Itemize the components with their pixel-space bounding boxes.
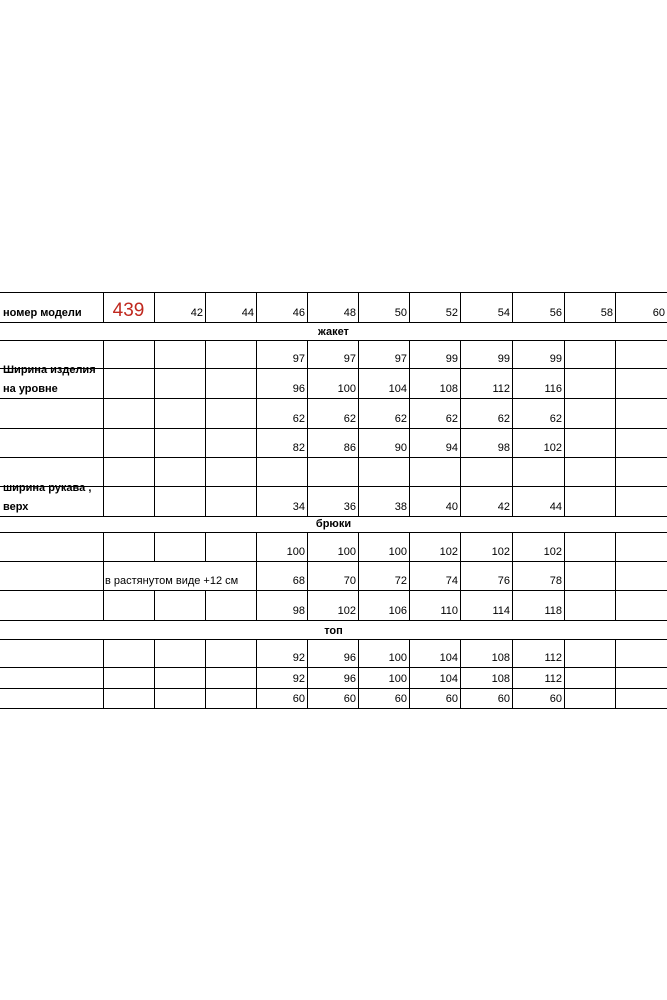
table-cell: 112	[492, 383, 510, 395]
grid-line	[307, 590, 308, 620]
table-cell: 62	[497, 413, 510, 425]
grid-line	[512, 590, 513, 620]
grid-line	[256, 368, 257, 398]
table-cell: 90	[394, 442, 407, 454]
row-label	[0, 667, 103, 688]
grid-line	[615, 368, 616, 398]
grid-line	[103, 532, 104, 561]
grid-line	[307, 688, 308, 708]
grid-line	[0, 292, 667, 293]
grid-line	[154, 428, 155, 457]
grid-line	[409, 340, 410, 368]
table-cell: 62	[549, 413, 562, 425]
grid-line	[409, 561, 410, 590]
table-cell: 76	[497, 575, 510, 587]
grid-line	[409, 639, 410, 667]
table-cell: 62	[394, 413, 407, 425]
grid-line	[512, 368, 513, 398]
grid-line	[615, 532, 616, 561]
table-cell: 112	[544, 673, 562, 685]
grid-line	[358, 428, 359, 457]
grid-line	[103, 292, 104, 322]
table-cell: 100	[337, 546, 356, 558]
grid-line	[307, 486, 308, 516]
table-cell: 62	[343, 413, 356, 425]
grid-line	[409, 486, 410, 516]
grid-line	[307, 667, 308, 688]
grid-line	[358, 368, 359, 398]
table-cell: 60	[497, 693, 510, 705]
grid-line	[358, 667, 359, 688]
grid-line	[154, 398, 155, 428]
grid-line	[256, 561, 257, 590]
size-header-54: 54	[497, 307, 510, 319]
grid-line	[205, 532, 206, 561]
table-cell: 42	[497, 501, 510, 513]
grid-line	[460, 292, 461, 322]
grid-line	[358, 340, 359, 368]
table-cell: 102	[543, 442, 562, 454]
size-header-50: 50	[394, 307, 407, 319]
row-label	[0, 482, 103, 516]
row-note: в растянутом виде +12 см	[105, 575, 239, 587]
grid-line	[154, 340, 155, 368]
table-cell: 94	[445, 442, 458, 454]
table-cell: 102	[543, 546, 562, 558]
grid-line	[615, 639, 616, 667]
grid-line	[205, 340, 206, 368]
row-label	[0, 398, 103, 428]
grid-line	[154, 486, 155, 516]
grid-line	[358, 561, 359, 590]
table-cell: 102	[439, 546, 458, 558]
grid-line	[615, 428, 616, 457]
grid-line	[307, 340, 308, 368]
grid-line	[564, 457, 565, 486]
grid-line	[564, 561, 565, 590]
table-cell: 96	[343, 652, 356, 664]
grid-line	[205, 639, 206, 667]
grid-line	[154, 292, 155, 322]
table-cell: 74	[445, 575, 458, 587]
table-cell: 92	[292, 652, 305, 664]
grid-line	[103, 428, 104, 457]
grid-line	[564, 340, 565, 368]
table-cell: 70	[343, 575, 356, 587]
grid-line	[512, 486, 513, 516]
grid-line	[154, 532, 155, 561]
grid-line	[409, 532, 410, 561]
size-header-60: 60	[652, 307, 665, 319]
grid-line	[460, 561, 461, 590]
table-cell: 108	[491, 652, 510, 664]
grid-line	[512, 667, 513, 688]
grid-line	[512, 639, 513, 667]
table-cell: 99	[497, 353, 510, 365]
row-label	[0, 688, 103, 708]
table-cell: 98	[292, 605, 305, 617]
grid-line	[256, 639, 257, 667]
grid-line	[205, 428, 206, 457]
table-cell: 44	[549, 501, 562, 513]
table-cell: 82	[292, 442, 305, 454]
grid-line	[564, 639, 565, 667]
grid-line	[409, 667, 410, 688]
grid-line	[460, 667, 461, 688]
row-label	[0, 561, 103, 590]
section-title: топ	[324, 625, 343, 637]
table-cell: 34	[292, 501, 305, 513]
table-cell: 100	[286, 546, 305, 558]
grid-line	[256, 428, 257, 457]
table-cell: 98	[497, 442, 510, 454]
grid-line	[256, 688, 257, 708]
grid-line	[512, 561, 513, 590]
grid-line	[103, 340, 104, 368]
grid-line	[564, 428, 565, 457]
table-cell: 60	[292, 693, 305, 705]
grid-line	[460, 398, 461, 428]
grid-line	[358, 398, 359, 428]
grid-line	[358, 486, 359, 516]
grid-line	[512, 688, 513, 708]
grid-line	[256, 292, 257, 322]
model-number-value: 439	[112, 300, 145, 321]
section-title: брюки	[315, 518, 352, 530]
grid-line	[307, 639, 308, 667]
size-header-44: 44	[241, 307, 254, 319]
grid-line	[0, 708, 667, 709]
table-cell: 100	[388, 673, 407, 685]
table-cell: 72	[394, 575, 407, 587]
row-label	[0, 364, 103, 398]
table-cell: 100	[388, 652, 407, 664]
grid-line	[460, 368, 461, 398]
table-cell: 62	[445, 413, 458, 425]
grid-line	[460, 428, 461, 457]
grid-line	[205, 688, 206, 708]
size-header-48: 48	[343, 307, 356, 319]
grid-line	[103, 561, 104, 590]
section-title: жакет	[318, 326, 349, 338]
model-number-label: номер модели	[3, 307, 82, 319]
table-cell: 99	[445, 353, 458, 365]
grid-line	[460, 688, 461, 708]
table-cell: 36	[343, 501, 356, 513]
table-cell: 110	[440, 605, 458, 617]
grid-line	[205, 292, 206, 322]
grid-line	[460, 590, 461, 620]
grid-line	[564, 688, 565, 708]
size-header-52: 52	[445, 307, 458, 319]
grid-line	[307, 561, 308, 590]
grid-line	[512, 428, 513, 457]
grid-line	[512, 340, 513, 368]
row-label-line: верх	[3, 501, 29, 513]
row-label	[0, 639, 103, 667]
grid-line	[307, 368, 308, 398]
table-cell: 104	[388, 383, 407, 395]
row-label	[0, 532, 103, 561]
grid-line	[103, 368, 104, 398]
grid-line	[256, 398, 257, 428]
table-cell: 104	[439, 673, 458, 685]
grid-line	[256, 340, 257, 368]
table-cell: 108	[491, 673, 510, 685]
row-label-line: ширина рукава ,	[3, 482, 92, 494]
table-cell: 60	[394, 693, 407, 705]
grid-line	[512, 532, 513, 561]
grid-line	[564, 292, 565, 322]
grid-line	[409, 428, 410, 457]
grid-line	[103, 398, 104, 428]
grid-line	[615, 292, 616, 322]
table-cell: 60	[343, 693, 356, 705]
grid-line	[615, 457, 616, 486]
grid-line	[205, 457, 206, 486]
grid-line	[307, 292, 308, 322]
grid-line	[205, 590, 206, 620]
grid-line	[460, 639, 461, 667]
grid-line	[460, 457, 461, 486]
grid-line	[615, 590, 616, 620]
grid-line	[460, 340, 461, 368]
grid-line	[615, 667, 616, 688]
table-cell: 106	[388, 605, 407, 617]
grid-line	[358, 292, 359, 322]
grid-line	[409, 688, 410, 708]
grid-line	[615, 398, 616, 428]
grid-line	[460, 532, 461, 561]
grid-line	[307, 532, 308, 561]
grid-line	[564, 398, 565, 428]
grid-line	[205, 398, 206, 428]
table-cell: 102	[491, 546, 510, 558]
grid-line	[358, 590, 359, 620]
table-cell: 96	[343, 673, 356, 685]
row-label	[0, 590, 103, 620]
grid-line	[512, 457, 513, 486]
grid-line	[564, 590, 565, 620]
row-label-line: на уровне	[3, 383, 58, 395]
table-cell: 60	[549, 693, 562, 705]
table-cell: 86	[343, 442, 356, 454]
grid-line	[307, 457, 308, 486]
grid-line	[512, 292, 513, 322]
table-cell: 114	[492, 605, 510, 617]
grid-line	[103, 667, 104, 688]
table-cell: 97	[343, 353, 356, 365]
grid-line	[103, 688, 104, 708]
grid-line	[409, 292, 410, 322]
table-cell: 92	[292, 673, 305, 685]
row-label-line: Ширина изделия	[3, 364, 96, 376]
grid-line	[256, 667, 257, 688]
table-cell: 104	[439, 652, 458, 664]
table-cell: 68	[292, 575, 305, 587]
table-cell: 78	[549, 575, 562, 587]
grid-line	[307, 428, 308, 457]
grid-line	[205, 368, 206, 398]
grid-line	[409, 457, 410, 486]
table-cell: 118	[544, 605, 562, 617]
table-cell: 96	[292, 383, 305, 395]
grid-line	[564, 486, 565, 516]
grid-line	[256, 590, 257, 620]
grid-line	[358, 688, 359, 708]
grid-line	[103, 590, 104, 620]
table-cell: 40	[445, 501, 458, 513]
grid-line	[409, 590, 410, 620]
grid-line	[205, 486, 206, 516]
table-cell: 100	[337, 383, 356, 395]
grid-line	[409, 368, 410, 398]
grid-line	[154, 639, 155, 667]
grid-line	[154, 457, 155, 486]
table-cell: 97	[394, 353, 407, 365]
grid-line	[358, 532, 359, 561]
table-cell: 97	[292, 353, 305, 365]
grid-line	[615, 486, 616, 516]
size-header-58: 58	[600, 307, 613, 319]
grid-line	[103, 457, 104, 486]
table-cell: 112	[544, 652, 562, 664]
grid-line	[564, 532, 565, 561]
grid-line	[154, 368, 155, 398]
grid-line	[564, 667, 565, 688]
table-cell: 99	[549, 353, 562, 365]
table-cell: 62	[292, 413, 305, 425]
grid-line	[256, 486, 257, 516]
table-cell: 38	[394, 501, 407, 513]
grid-line	[460, 486, 461, 516]
table-cell: 116	[544, 383, 562, 395]
table-cell: 108	[439, 383, 458, 395]
grid-line	[307, 398, 308, 428]
grid-line	[358, 639, 359, 667]
grid-line	[615, 688, 616, 708]
grid-line	[103, 486, 104, 516]
grid-line	[256, 457, 257, 486]
grid-line	[564, 368, 565, 398]
grid-line	[205, 667, 206, 688]
grid-line	[154, 667, 155, 688]
row-label	[0, 428, 103, 457]
size-header-56: 56	[549, 307, 562, 319]
grid-line	[103, 639, 104, 667]
grid-line	[615, 340, 616, 368]
grid-line	[154, 688, 155, 708]
size-header-46: 46	[292, 307, 305, 319]
grid-line	[409, 398, 410, 428]
grid-line	[256, 532, 257, 561]
size-header-42: 42	[190, 307, 203, 319]
table-cell: 60	[445, 693, 458, 705]
grid-line	[154, 590, 155, 620]
table-cell: 102	[337, 605, 356, 617]
table-cell: 100	[388, 546, 407, 558]
grid-line	[358, 457, 359, 486]
grid-line	[615, 561, 616, 590]
grid-line	[512, 398, 513, 428]
